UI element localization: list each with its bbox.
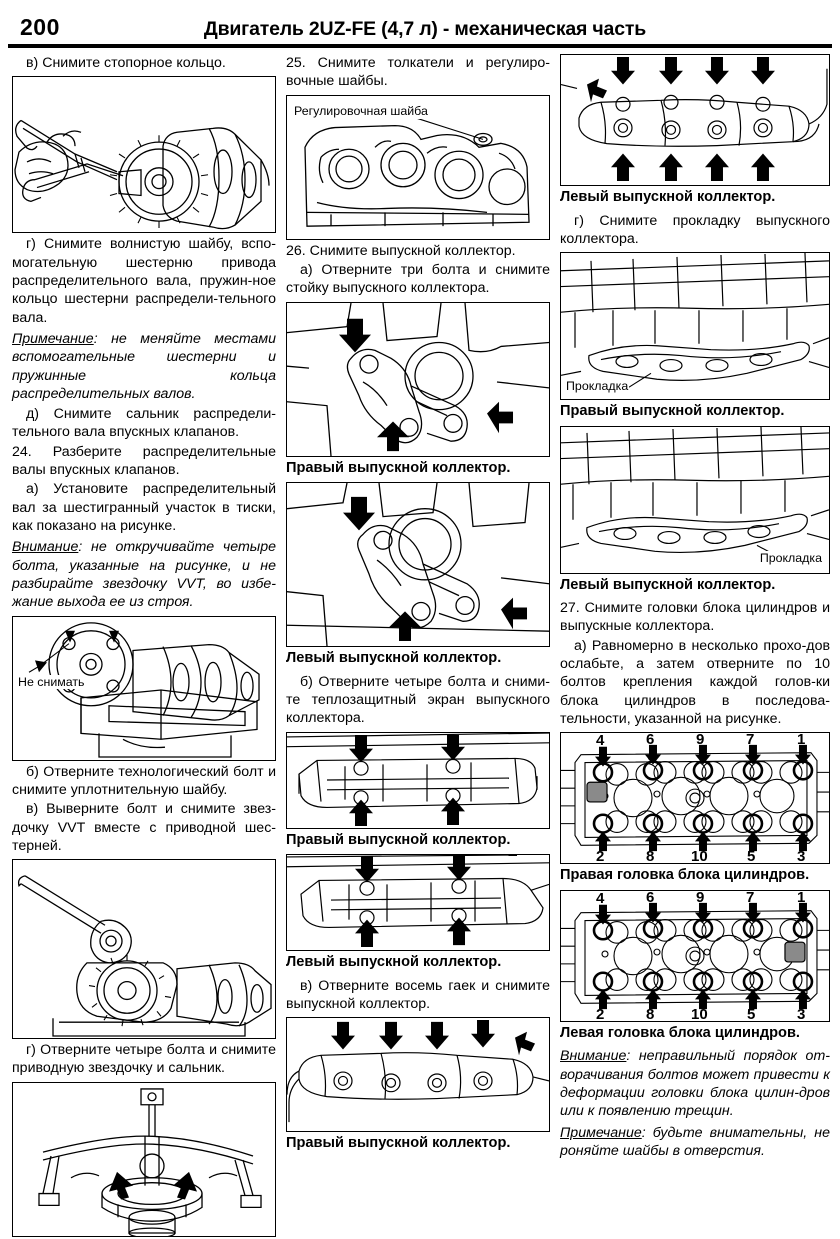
right-head-seq-top-1: 4 <box>596 732 605 750</box>
note-2-text: : будьте внимательны, не роняйте шайбы в отверстия. <box>560 1124 830 1159</box>
figure-right-manifold-stay <box>286 302 550 457</box>
right-head-seq-bottom-5: 3 <box>797 848 806 865</box>
middle-column <box>286 54 550 1239</box>
figure-left-heat-shield <box>286 854 550 951</box>
warning-2 <box>560 1047 830 1120</box>
step-26b-text: б) Отверните четыре болта и сними-те теплозащитный экран выпускного коллектора. <box>286 673 551 727</box>
label-gasket-left: Прокладка <box>759 550 822 565</box>
step-26-text: 26. Снимите выпускной коллектор. <box>286 242 516 259</box>
step-v-text: в) Снимите стопорное кольцо. <box>26 55 226 71</box>
right-head-seq-bottom-3: 10 <box>691 848 708 865</box>
label-gasket-right: Прокладка <box>566 379 629 394</box>
step-26g-text: г) Снимите прокладку выпускного коллектора. <box>560 212 830 247</box>
caption-right-manifold-1: Правый выпускной коллектор. <box>286 459 511 476</box>
left-head-seq-bottom-4: 5 <box>747 1005 756 1022</box>
caption-right-manifold-3: Правый выпускной коллектор. <box>286 1135 511 1152</box>
left-head-seq-bottom-3: 10 <box>691 1005 708 1022</box>
note-2 <box>560 1124 830 1161</box>
right-head-seq-top-4: 7 <box>746 732 755 749</box>
page-title: Двигатель 2UZ-FE (4,7 л) - механическая часть <box>203 18 646 40</box>
figure-right-head-bolt-sequence <box>560 732 830 864</box>
label-do-not-remove: Не снимать <box>18 674 85 689</box>
note-1-lead: Примечание <box>12 330 94 347</box>
caption-right-manifold: Правый выпускной коллектор. <box>560 403 785 420</box>
warning-1 <box>12 538 276 611</box>
figure-snap-ring-removal <box>12 76 276 233</box>
right-head-seq-top-3: 9 <box>696 732 705 749</box>
caption-left-manifold-1: Левый выпускной коллектор. <box>286 650 502 667</box>
step-24v-text: в) Выверните болт и снимите звез-дочку VVT вместе с приводной шес-терней. <box>12 801 277 854</box>
step-26v-text: в) Отверните восемь гаек и снимите выпускной коллектор. <box>286 977 551 1012</box>
warning-1-lead: Внимание <box>12 539 79 556</box>
figure-drive-sprocket-removal <box>12 1082 276 1237</box>
step-24g-text: г) Отверните четыре болта и снимите приводную звездочку и сальник. <box>12 1042 277 1077</box>
caption-right-manifold-2: Правый выпускной коллектор. <box>286 831 511 848</box>
figure-vvt-sprocket-removal <box>12 859 276 1039</box>
left-head-seq-top-2: 6 <box>646 889 655 906</box>
right-head-seq-top-5: 1 <box>797 732 806 749</box>
warning-2-lead: Внимание <box>560 1048 627 1065</box>
figure-right-manifold-nuts <box>286 1017 550 1132</box>
note-2-lead: Примечание <box>560 1124 642 1141</box>
step-25-text: 25. Снимите толкатели и регулиро-вочные шайбы. <box>286 55 551 90</box>
figure-left-manifold-stay <box>286 482 550 647</box>
figure-right-heat-shield <box>286 732 550 829</box>
right-head-seq-bottom-1: 2 <box>596 848 605 865</box>
step-24-text: 24. Разберите распределительные валы впускных клапанов. <box>12 443 277 479</box>
left-column <box>12 54 276 1239</box>
figure-left-gasket <box>560 426 830 574</box>
step-d-text: д) Снимите сальник распредели-тельного вала впускных клапанов. <box>12 406 277 441</box>
figure-left-head-bolt-sequence <box>560 890 830 1022</box>
warning-1-text: : не откручивайте четыре болта, указанные на рисунке, и не разбирайте звездочку VVT, во избе-жание выхода ее из строя. <box>12 539 277 611</box>
step-27-text: 27. Снимите головки блока цилиндров и выпускные коллектора. <box>560 600 830 635</box>
left-head-seq-bottom-2: 8 <box>646 1005 655 1022</box>
figure-lifters-shims <box>286 95 550 240</box>
left-head-seq-bottom-1: 2 <box>596 1005 605 1022</box>
left-head-seq-bottom-5: 3 <box>797 1005 806 1022</box>
note-1 <box>12 330 276 403</box>
page-header <box>8 0 832 48</box>
right-column <box>560 54 830 1239</box>
right-head-seq-bottom-2: 8 <box>646 848 655 865</box>
figure-left-manifold-nuts <box>560 54 830 186</box>
caption-left-manifold: Левый выпускной коллектор. <box>560 576 776 593</box>
left-head-seq-top-3: 9 <box>696 889 705 906</box>
three-column-layout <box>0 48 840 1239</box>
step-26a-text: а) Отверните три болта и снимите стойку выпускного коллектора. <box>286 261 551 297</box>
right-head-seq-top-2: 6 <box>646 732 655 749</box>
left-head-seq-top-4: 7 <box>746 889 755 906</box>
caption-left-manifold-top: Левый выпускной коллектор. <box>560 189 776 205</box>
step-24b-text: б) Отверните технологический болт и снимите уплотнительную шайбу. <box>12 763 277 798</box>
figure-right-gasket <box>560 252 830 400</box>
page-number: 200 <box>20 14 60 40</box>
warning-2-text: : неправильный порядок от-ворачивания болтов может привести к деформации головки блока цилин-дров или к появлению трещин. <box>560 1048 830 1120</box>
step-24a-text: а) Установите распределительный вал за шестигранный участок в тиски, как показано на рисунке. <box>12 481 277 534</box>
right-head-seq-bottom-4: 5 <box>747 848 756 865</box>
note-1-text: : не меняйте местами вспомогательные шестерни и пружинные кольца распределительных валов. <box>12 330 277 402</box>
figure-vvt-sprocket-vise <box>12 616 276 761</box>
caption-right-head: Правая головка блока цилиндров. <box>560 867 810 884</box>
left-head-seq-top-5: 1 <box>797 889 806 906</box>
step-27a-text: а) Равномерно в несколько прохо-дов ослабьте, а затем отверните по 10 болтов крепления каждой голов-ки блока цилиндров в последова-тельности, указанной на рисунке. <box>560 637 830 727</box>
left-head-seq-top-1: 4 <box>596 889 605 907</box>
caption-left-manifold-2: Левый выпускной коллектор. <box>286 954 502 970</box>
label-adjusting-shim: Регулировочная шайба <box>294 103 428 118</box>
caption-left-head: Левая головка блока цилиндров. <box>560 1024 800 1041</box>
step-g-text: г) Снимите волнистую шайбу, вспо-могательную шестерню привода распределительного вала, пружин-ное кольцо шестерни распредели-тельного вала. <box>12 236 277 326</box>
